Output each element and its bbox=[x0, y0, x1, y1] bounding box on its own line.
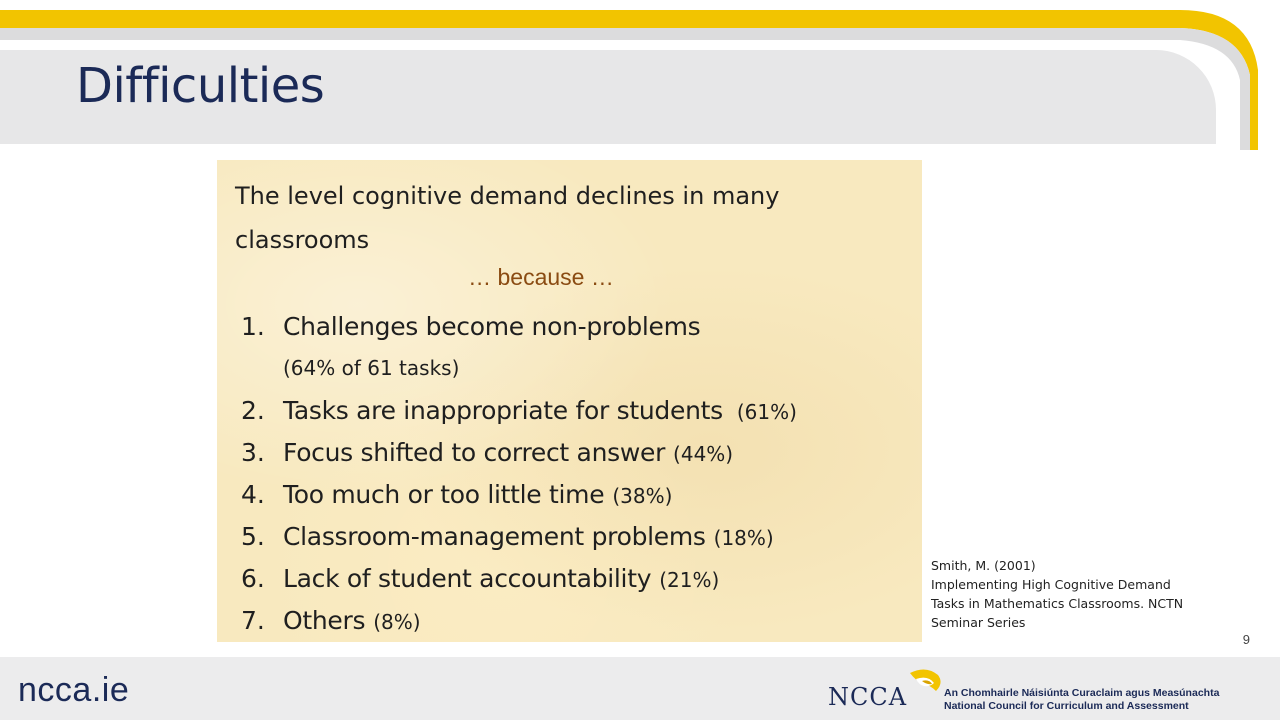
item-number: 1. bbox=[241, 312, 265, 341]
citation bbox=[931, 556, 1211, 632]
footer-site-link[interactable]: ncca.ie bbox=[18, 671, 130, 709]
item-number: 6. bbox=[241, 564, 265, 593]
item-number: 4. bbox=[241, 480, 265, 509]
item-number: 3. bbox=[241, 438, 265, 467]
item-text: Too much or too little time bbox=[283, 480, 605, 509]
item-percent: (38%) bbox=[612, 484, 673, 508]
item-percent: (8%) bbox=[373, 610, 421, 634]
item-percent: (44%) bbox=[673, 442, 734, 466]
citation-line: Seminar Series bbox=[931, 615, 1026, 630]
logo-subtitle bbox=[944, 687, 1219, 713]
item-number: 7. bbox=[241, 606, 265, 635]
list-item bbox=[241, 606, 797, 648]
slide-title: Difficulties bbox=[76, 58, 325, 114]
logo-line-irish: An Chomhairle Náisiúnta Curaclaim agus Measúnachta bbox=[944, 687, 1220, 699]
item-number: 2. bbox=[241, 396, 265, 425]
intro-text: The level cognitive demand declines in many classrooms bbox=[235, 182, 780, 254]
item-text: Others bbox=[283, 606, 366, 635]
citation-line: Smith, M. (2001) bbox=[931, 558, 1036, 573]
page-number: 9 bbox=[1242, 632, 1250, 647]
list-item bbox=[241, 564, 797, 606]
logo-line-english: National Council for Curriculum and Assessment bbox=[944, 700, 1189, 712]
item-percent: (21%) bbox=[659, 568, 720, 592]
footer bbox=[0, 657, 1280, 720]
citation-line: Tasks in Mathematics Classrooms. NCTN bbox=[931, 596, 1184, 611]
logo-wordmark: NCCA bbox=[828, 683, 908, 711]
item-percent: (18%) bbox=[713, 526, 774, 550]
item-number: 5. bbox=[241, 522, 265, 551]
item-text: Classroom-management problems bbox=[283, 522, 706, 551]
ncca-logo bbox=[826, 667, 1226, 715]
item-text: Tasks are inappropriate for students bbox=[283, 396, 723, 425]
content-box bbox=[217, 160, 922, 642]
item-text: Challenges become non-problems bbox=[283, 312, 701, 341]
because-text: … because … bbox=[468, 264, 614, 290]
item-text: Lack of student accountability bbox=[283, 564, 652, 593]
list-item bbox=[241, 438, 797, 480]
citation-line: Implementing High Cognitive Demand bbox=[931, 577, 1171, 592]
list-item bbox=[241, 480, 797, 522]
item-text: Focus shifted to correct answer bbox=[283, 438, 666, 467]
list-item bbox=[241, 396, 797, 438]
item-1-detail: (64% of 61 tasks) bbox=[283, 356, 460, 380]
list-item bbox=[241, 522, 797, 564]
item-percent: (61%) bbox=[736, 400, 797, 424]
list-item bbox=[241, 312, 797, 354]
